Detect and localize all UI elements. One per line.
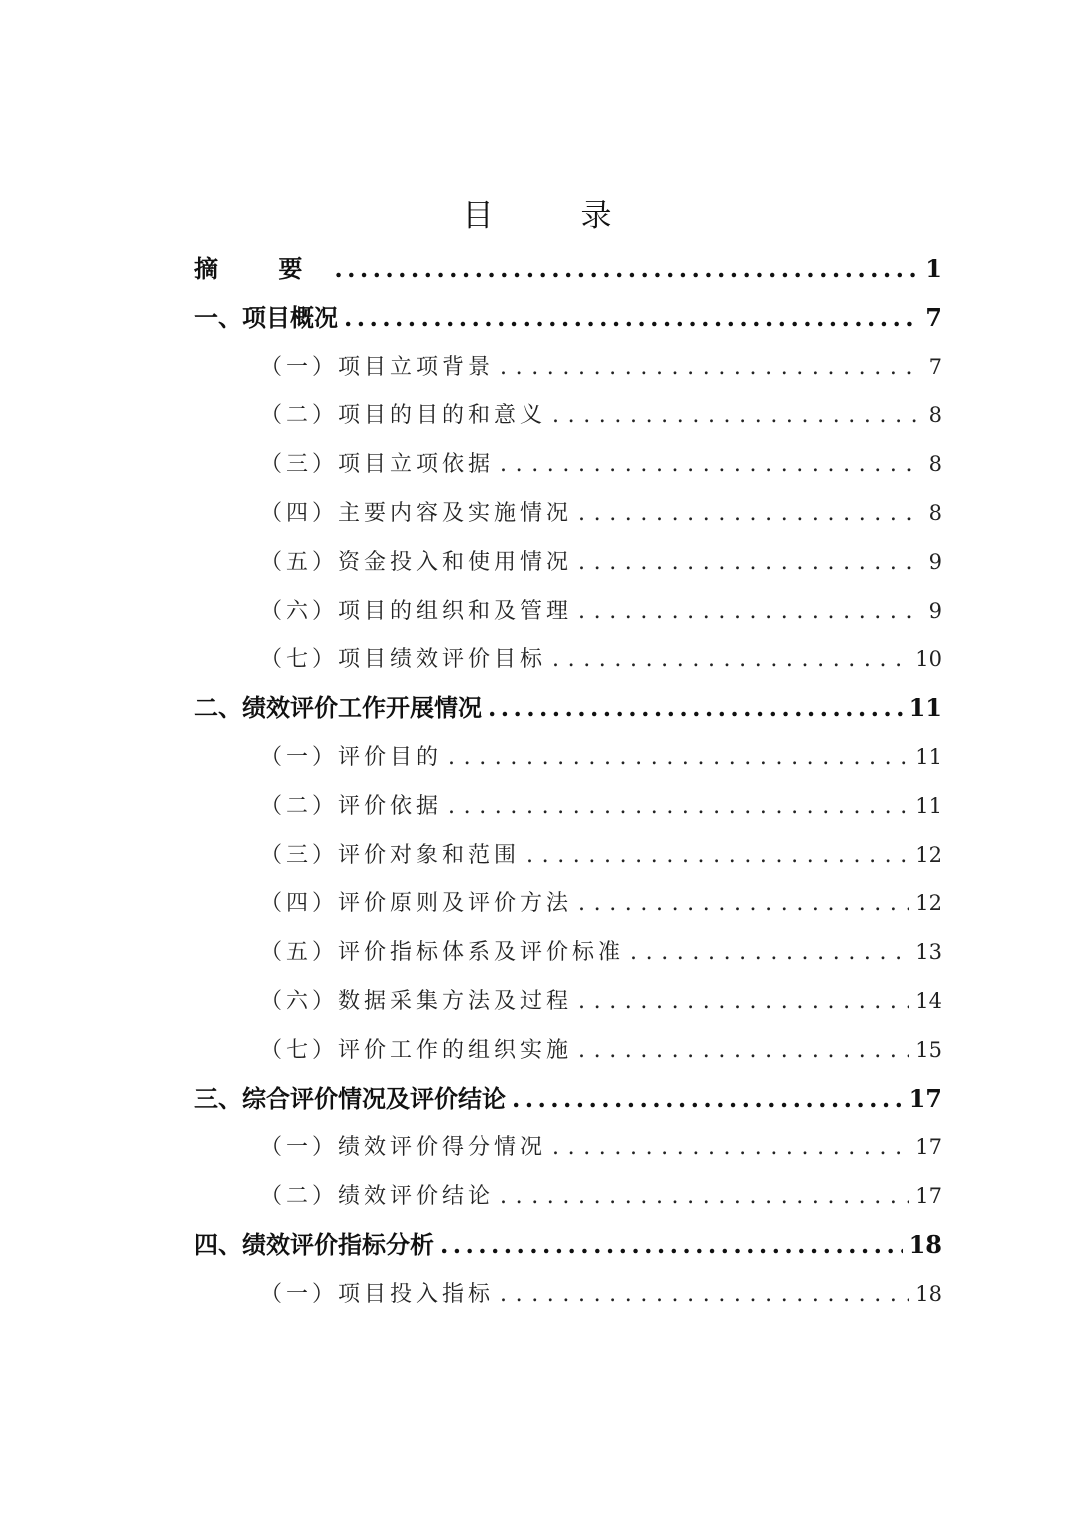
- toc-dot-leader: [500, 1271, 909, 1320]
- toc-chapter-entry[interactable]: [194, 1075, 942, 1124]
- toc-section-entry[interactable]: [194, 635, 942, 684]
- toc-page-number: 17: [915, 1135, 942, 1160]
- toc-entry-label: （三）评价对象和范围: [260, 842, 521, 868]
- toc-chapter-entry[interactable]: [194, 1221, 942, 1270]
- toc-dot-leader: [630, 929, 909, 978]
- toc-entry-label: 四、绩效评价指标分析: [194, 1229, 434, 1259]
- toc-page-number: 8: [928, 452, 942, 477]
- toc-page-number: 14: [915, 988, 942, 1013]
- toc-section-entry[interactable]: [194, 1123, 942, 1172]
- toc-section-entry[interactable]: [194, 538, 942, 587]
- toc-section-entry[interactable]: [194, 879, 942, 928]
- toc-entry-label: 三、综合评价情况及评价结论: [194, 1083, 506, 1113]
- toc-dot-leader: [440, 1221, 903, 1270]
- toc-dot-leader: [344, 294, 919, 343]
- toc-page-number: 17: [908, 1083, 942, 1113]
- toc-page-number: 11: [908, 693, 942, 723]
- toc-entry-label: （五）评价指标体系及评价标准: [260, 940, 625, 966]
- toc-section-entry[interactable]: [194, 928, 942, 977]
- toc-dot-leader: [578, 1027, 909, 1076]
- toc-dot-leader: [578, 539, 923, 588]
- toc-dot-leader: [578, 490, 923, 539]
- toc-entry-label: （三）项目立项依据: [260, 452, 495, 478]
- toc-page-number: 12: [915, 842, 942, 867]
- toc-entry-label: 摘 要: [194, 254, 329, 283]
- toc-section-entry[interactable]: [194, 1172, 942, 1221]
- toc-page-number: 7: [928, 354, 942, 379]
- table-of-contents: [194, 245, 942, 1319]
- toc-section-entry[interactable]: [194, 977, 942, 1026]
- toc-section-entry[interactable]: [194, 1270, 942, 1319]
- toc-page-number: 1: [925, 254, 942, 283]
- toc-dot-leader: [488, 684, 903, 733]
- toc-page-number: 11: [915, 744, 942, 769]
- toc-page-number: 8: [928, 403, 942, 428]
- toc-page-number: 15: [915, 1037, 942, 1062]
- toc-entry-label: （二）项目的目的和意义: [260, 403, 547, 429]
- toc-page-number: 12: [915, 891, 942, 916]
- toc-section-entry[interactable]: [194, 391, 942, 440]
- toc-page-number: 13: [915, 940, 942, 965]
- toc-dot-leader: [512, 1075, 903, 1124]
- toc-entry-label: （一）项目立项背景: [260, 354, 495, 380]
- toc-entry-label: （五）资金投入和使用情况: [260, 549, 573, 575]
- toc-page-number: 7: [925, 302, 942, 332]
- toc-dot-leader: [448, 783, 909, 832]
- toc-section-entry[interactable]: [194, 782, 942, 831]
- toc-section-entry[interactable]: [194, 587, 942, 636]
- toc-dot-leader: [578, 978, 909, 1027]
- toc-entry-label: （六）项目的组织和及管理: [260, 598, 573, 624]
- toc-section-entry[interactable]: [194, 733, 942, 782]
- toc-page-number: 9: [928, 549, 942, 574]
- toc-dot-leader: [448, 734, 909, 783]
- toc-entry-label: 一、项目概况: [194, 302, 338, 332]
- toc-entry-label: （一）绩效评价得分情况: [260, 1135, 547, 1161]
- toc-dot-leader: [526, 832, 909, 881]
- toc-dot-leader: [500, 344, 923, 393]
- toc-dot-leader: [552, 636, 909, 685]
- toc-dot-leader: [500, 1173, 909, 1222]
- toc-page-number: 11: [915, 793, 942, 818]
- toc-dot-leader: [500, 441, 923, 490]
- toc-page-number: 9: [928, 598, 942, 623]
- toc-entry-label: （一）项目投入指标: [260, 1281, 495, 1307]
- toc-section-entry[interactable]: [194, 489, 942, 538]
- toc-entry-label: （二）评价依据: [260, 793, 443, 819]
- toc-dot-leader: [334, 245, 919, 294]
- toc-page-number: 17: [915, 1184, 942, 1209]
- toc-section-entry[interactable]: [194, 1026, 942, 1075]
- toc-section-entry[interactable]: [194, 343, 942, 392]
- toc-page-number: 8: [928, 500, 942, 525]
- toc-chapter-entry[interactable]: [194, 245, 942, 294]
- toc-entry-label: （七）评价工作的组织实施: [260, 1037, 573, 1063]
- toc-dot-leader: [552, 1124, 909, 1173]
- toc-section-entry[interactable]: [194, 440, 942, 489]
- toc-entry-label: （四）主要内容及实施情况: [260, 500, 573, 526]
- toc-chapter-entry[interactable]: [194, 294, 942, 343]
- toc-entry-label: （四）评价原则及评价方法: [260, 891, 573, 917]
- toc-page-number: 18: [915, 1281, 942, 1306]
- toc-page-number: 10: [915, 647, 942, 672]
- toc-dot-leader: [578, 880, 909, 929]
- toc-entry-label: （七）项目绩效评价目标: [260, 647, 547, 673]
- toc-dot-leader: [552, 392, 923, 441]
- toc-entry-label: 二、绩效评价工作开展情况: [194, 693, 482, 723]
- toc-title: 目 录: [462, 198, 640, 234]
- toc-entry-label: （一）评价目的: [260, 744, 443, 770]
- toc-page-number: 18: [908, 1229, 942, 1259]
- toc-entry-label: （二）绩效评价结论: [260, 1184, 495, 1210]
- toc-entry-label: （六）数据采集方法及过程: [260, 988, 573, 1014]
- toc-chapter-entry[interactable]: [194, 684, 942, 733]
- toc-section-entry[interactable]: [194, 831, 942, 880]
- toc-dot-leader: [578, 588, 923, 637]
